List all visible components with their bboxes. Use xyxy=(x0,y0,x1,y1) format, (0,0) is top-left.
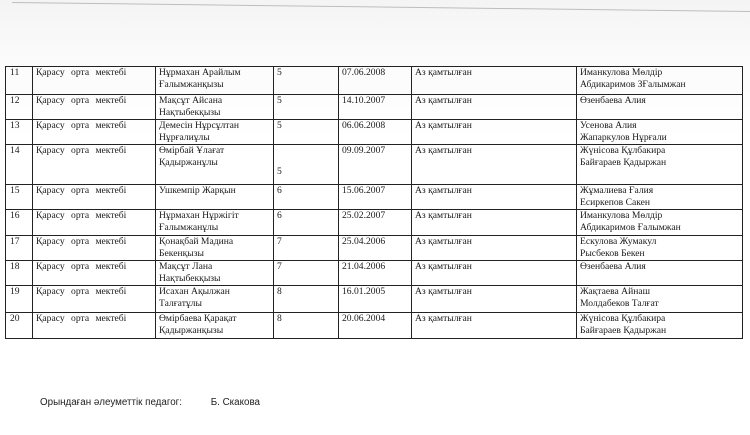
student-name-text: Нұрғалиұлы xyxy=(159,132,210,143)
signature-label: Орындаған әлеуметтік педагог: xyxy=(40,397,182,408)
school-name-text: Қарасу орта мектебі xyxy=(36,261,127,272)
birth-date-text: 21.04.2006 xyxy=(342,261,386,272)
parent-names-text: Абдикаримов ЗҒалымжан xyxy=(580,79,686,90)
birth-date-text: 16.01.2005 xyxy=(342,286,386,297)
social-status-text: Аз қамтылған xyxy=(415,185,472,196)
grade xyxy=(274,145,339,185)
student-name-text: Демесін Нұрсұлтан xyxy=(159,120,240,131)
table-row xyxy=(6,67,743,95)
student-name xyxy=(156,261,274,286)
student-name-text: Нақтыбекқызы xyxy=(159,273,221,284)
parent-names-text: Жапаркулов Нұрғали xyxy=(580,132,667,143)
row-number-text: 18 xyxy=(10,261,20,272)
birth-date xyxy=(339,236,412,261)
student-name xyxy=(156,185,274,210)
table-row xyxy=(6,120,743,145)
row-number-text: 11 xyxy=(10,67,20,78)
school-name xyxy=(33,185,156,210)
student-name-text: Қонақбай Мадина xyxy=(159,236,234,247)
social-status xyxy=(412,95,577,120)
table-row xyxy=(6,236,743,261)
row-number xyxy=(6,236,33,261)
social-status xyxy=(412,236,577,261)
school-name xyxy=(33,120,156,145)
parent-names xyxy=(577,236,743,261)
parent-names xyxy=(577,67,743,95)
student-name xyxy=(156,120,274,145)
parent-names-text: Усенова Алия xyxy=(580,120,637,131)
social-status-text: Аз қамтылған xyxy=(415,95,472,106)
birth-date-text: 20.06.2004 xyxy=(342,313,386,324)
table-row xyxy=(6,286,743,313)
student-name-text: Нақтыбекқызы xyxy=(159,107,221,118)
grade-text: 5 xyxy=(277,95,282,106)
birth-date xyxy=(339,261,412,286)
row-number xyxy=(6,67,33,95)
grade xyxy=(274,67,339,95)
student-name-text: Ғалымжанқызы xyxy=(159,79,224,90)
social-status-text: Аз қамтылған xyxy=(415,210,472,221)
table-row xyxy=(6,145,743,185)
social-status-text: Аз қамтылған xyxy=(415,261,472,272)
table-row xyxy=(6,210,743,236)
birth-date-text: 25.02.2007 xyxy=(342,210,386,221)
grade xyxy=(274,210,339,236)
parent-names xyxy=(577,185,743,210)
school-name-text: Қарасу орта мектебі xyxy=(36,313,127,324)
row-number-text: 14 xyxy=(10,145,20,156)
birth-date xyxy=(339,185,412,210)
birth-date-text: 06.06.2008 xyxy=(342,120,386,131)
row-number-text: 17 xyxy=(10,236,20,247)
birth-date-text: 07.06.2008 xyxy=(342,67,386,78)
school-name-text: Қарасу орта мектебі xyxy=(36,120,127,131)
school-name-text: Қарасу орта мектебі xyxy=(36,95,127,106)
student-name-text: Мақсұт Лана xyxy=(159,261,213,272)
grade xyxy=(274,286,339,313)
school-name xyxy=(33,313,156,339)
signatory-name: Б. Скакова xyxy=(210,397,260,408)
birth-date xyxy=(339,286,412,313)
grade xyxy=(274,185,339,210)
school-name xyxy=(33,145,156,185)
grade xyxy=(274,95,339,120)
grade-text: 6 xyxy=(277,185,282,196)
social-status xyxy=(412,210,577,236)
social-status xyxy=(412,286,577,313)
birth-date-text: 09.09.2007 xyxy=(342,145,386,156)
social-status xyxy=(412,145,577,185)
birth-date-text: 25.04.2006 xyxy=(342,236,386,247)
row-number-text: 20 xyxy=(10,313,20,324)
parent-names-text: Жақтаева Айнаш xyxy=(580,286,651,297)
grade-text: 8 xyxy=(277,286,282,297)
parent-names-text: Абдикаримов Ғалымжан xyxy=(580,222,681,233)
student-name-text: Исахан Ақылжан xyxy=(159,286,230,297)
parent-names-text: Байғараев Қадыржан xyxy=(580,325,667,336)
birth-date-text: 15.06.2007 xyxy=(342,185,386,196)
row-number xyxy=(6,185,33,210)
birth-date xyxy=(339,145,412,185)
parent-names xyxy=(577,313,743,339)
school-name-text: Қарасу орта мектебі xyxy=(36,210,127,221)
student-name xyxy=(156,210,274,236)
students-table xyxy=(5,66,743,339)
parent-names xyxy=(577,145,743,185)
row-number xyxy=(6,210,33,236)
row-number-text: 13 xyxy=(10,120,20,131)
student-name-text: Өмірбай Ұлағат xyxy=(159,145,225,156)
student-name-text: Нұрмахан Арайлым xyxy=(159,67,241,78)
grade-text: 5 xyxy=(277,166,282,177)
grade-text: 7 xyxy=(277,236,282,247)
social-status xyxy=(412,120,577,145)
parent-names-text: Ескулова Жумакул xyxy=(580,236,657,247)
student-name xyxy=(156,67,274,95)
parent-names-text: Байғараев Қадыржан xyxy=(580,157,667,168)
student-name-text: Талғатұлы xyxy=(159,298,202,309)
birth-date xyxy=(339,313,412,339)
social-status xyxy=(412,313,577,339)
student-name-text: Мақсұт Айсана xyxy=(159,95,223,106)
parent-names xyxy=(577,210,743,236)
grade-text: 6 xyxy=(277,210,282,221)
school-name-text: Қарасу орта мектебі xyxy=(36,145,127,156)
row-number-text: 15 xyxy=(10,185,20,196)
student-name-text: Ушкемпір Жарқын xyxy=(159,185,236,196)
student-name-text: Қадыржанұлы xyxy=(159,157,218,168)
social-status xyxy=(412,185,577,210)
student-name xyxy=(156,313,274,339)
school-name-text: Қарасу орта мектебі xyxy=(36,286,127,297)
parent-names-text: Молдабеков Талғат xyxy=(580,298,659,309)
birth-date-text: 14.10.2007 xyxy=(342,95,386,106)
school-name xyxy=(33,261,156,286)
student-name xyxy=(156,286,274,313)
grade xyxy=(274,236,339,261)
grade xyxy=(274,313,339,339)
parent-names-text: Өзенбаева Алия xyxy=(580,95,646,106)
student-name-text: Нұрмахан Нұржігіт xyxy=(159,210,239,221)
parent-names-text: Иманкулова Мөлдір xyxy=(580,210,663,221)
parent-names-text: Жұмалиева Ғалия xyxy=(580,185,654,196)
school-name-text: Қарасу орта мектебі xyxy=(36,67,127,78)
row-number xyxy=(6,145,33,185)
school-name xyxy=(33,236,156,261)
school-name xyxy=(33,95,156,120)
social-status-text: Аз қамтылған xyxy=(415,286,472,297)
table-row xyxy=(6,261,743,286)
parent-names-text: Рысбеков Бекен xyxy=(580,248,645,259)
grade-text: 5 xyxy=(277,120,282,131)
parent-names xyxy=(577,95,743,120)
row-number-text: 19 xyxy=(10,286,20,297)
parent-names-text: Есиркепов Сакен xyxy=(580,197,651,208)
birth-date xyxy=(339,95,412,120)
row-number xyxy=(6,261,33,286)
grade xyxy=(274,261,339,286)
row-number xyxy=(6,95,33,120)
student-name-text: Қадыржанқызы xyxy=(159,325,224,336)
school-name xyxy=(33,286,156,313)
student-name xyxy=(156,236,274,261)
student-name-text: Ғалымжанұлы xyxy=(159,222,219,233)
school-name xyxy=(33,210,156,236)
student-name xyxy=(156,145,274,185)
parent-names xyxy=(577,286,743,313)
student-name-text: Бекенқызы xyxy=(159,248,204,259)
parent-names-text: Иманкулова Мөлдір xyxy=(580,67,663,78)
social-status xyxy=(412,261,577,286)
table-row xyxy=(6,313,743,339)
table-row xyxy=(6,185,743,210)
social-status xyxy=(412,67,577,95)
birth-date xyxy=(339,67,412,95)
social-status-text: Аз қамтылған xyxy=(415,145,472,156)
school-name xyxy=(33,67,156,95)
row-number xyxy=(6,313,33,339)
row-number-text: 12 xyxy=(10,95,20,106)
social-status-text: Аз қамтылған xyxy=(415,313,472,324)
grade-text: 7 xyxy=(277,261,282,272)
signature-line xyxy=(40,397,260,408)
school-name-text: Қарасу орта мектебі xyxy=(36,185,127,196)
grade xyxy=(274,120,339,145)
student-name xyxy=(156,95,274,120)
page-edge-line xyxy=(12,2,750,12)
school-name-text: Қарасу орта мектебі xyxy=(36,236,127,247)
grade-text: 8 xyxy=(277,313,282,324)
parent-names-text: Жүнісова Құлбакира xyxy=(580,145,666,156)
row-number-text: 16 xyxy=(10,210,20,221)
birth-date xyxy=(339,210,412,236)
social-status-text: Аз қамтылған xyxy=(415,236,472,247)
parent-names-text: Жүнісова Құлбакира xyxy=(580,313,666,324)
row-number xyxy=(6,286,33,313)
birth-date xyxy=(339,120,412,145)
parent-names xyxy=(577,261,743,286)
parent-names xyxy=(577,120,743,145)
social-status-text: Аз қамтылған xyxy=(415,67,472,78)
row-number xyxy=(6,120,33,145)
student-name-text: Өмірбаева Қарақат xyxy=(159,313,237,324)
table-row xyxy=(6,95,743,120)
grade-text: 5 xyxy=(277,67,282,78)
social-status-text: Аз қамтылған xyxy=(415,120,472,131)
parent-names-text: Өзенбаева Алия xyxy=(580,261,646,272)
